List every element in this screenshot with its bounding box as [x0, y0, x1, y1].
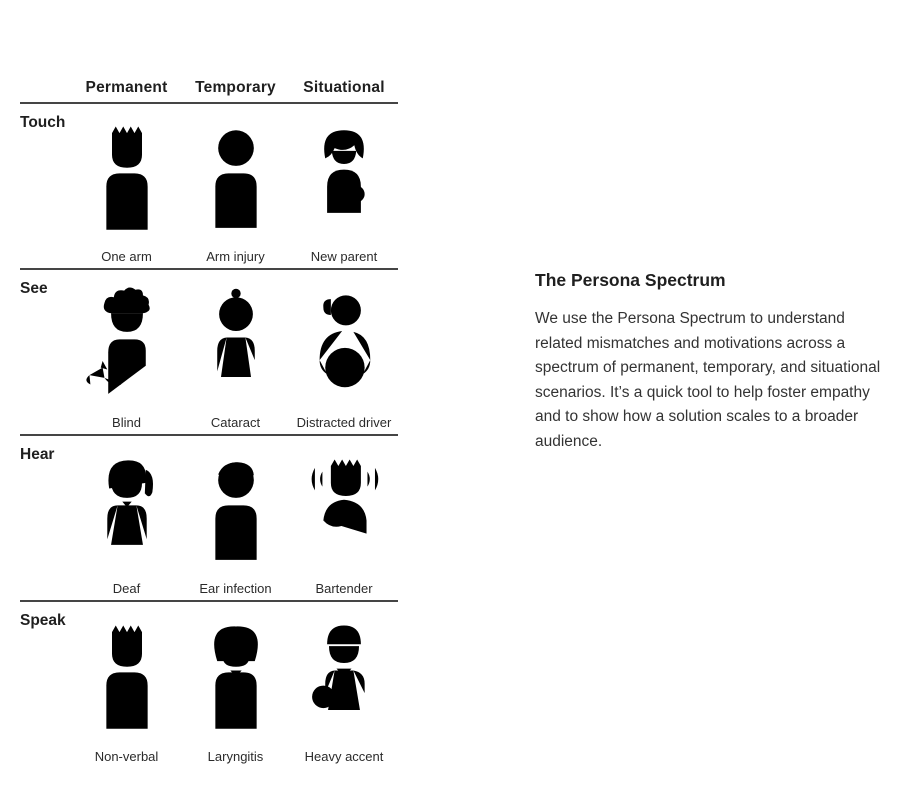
blind-icon [80, 270, 174, 416]
cell-see-situational [290, 270, 398, 436]
cell-caption: Non-verbal [94, 749, 159, 764]
cell-hear-temporary [181, 436, 290, 602]
row-label-touch: Touch [20, 104, 72, 270]
cell-caption: Bartender [315, 581, 373, 596]
cell-touch-permanent [72, 104, 181, 270]
cell-caption: Cataract [210, 415, 261, 430]
cell-hear-permanent [72, 436, 181, 602]
non-verbal-icon [80, 602, 174, 750]
heavy-accent-icon [297, 602, 391, 750]
cell-touch-situational [290, 104, 398, 270]
column-header-situational: Situational [290, 64, 398, 104]
aside-body: We use the Persona Spectrum to understand related mismatches and motivations across a spectrum of permanent, temporary, and situational scenarios. It’s a quick tool to help foster empathy and to show how a solution scales to a broader audience. [535, 310, 881, 450]
row-label-speak: Speak [20, 612, 66, 629]
deaf-icon [80, 436, 174, 582]
cell-caption: Ear infection [199, 581, 272, 596]
cell-caption: New parent [310, 249, 378, 264]
cell-caption: Heavy accent [304, 749, 384, 764]
cell-speak-temporary [181, 602, 290, 768]
row-label-hear: Hear [20, 436, 72, 602]
cell-caption: Distracted driver [296, 415, 392, 430]
cell-hear-situational [290, 436, 398, 602]
cell-see-permanent [72, 270, 181, 436]
cataract-icon [189, 270, 283, 416]
ear-infection-icon [189, 436, 283, 582]
cell-caption: Arm injury [206, 249, 265, 264]
header-spacer [20, 64, 72, 104]
cell-touch-temporary [181, 104, 290, 270]
row-label-see: See [20, 270, 72, 436]
cell-caption: Deaf [112, 581, 141, 596]
cell-caption: One arm [101, 249, 152, 264]
persona-grid [20, 64, 398, 768]
aside-title: The Persona Spectrum [535, 270, 726, 290]
cell-speak-situational [290, 602, 398, 768]
arm-injury-icon [189, 104, 283, 250]
column-header-permanent: Permanent [72, 64, 181, 104]
distracted-driver-icon [297, 270, 391, 416]
cell-see-temporary [181, 270, 290, 436]
cell-caption: Laryngitis [207, 749, 264, 764]
new-parent-icon [297, 104, 391, 250]
bartender-icon [297, 436, 391, 582]
one-arm-icon [80, 104, 174, 250]
laryngitis-icon [189, 602, 283, 750]
persona-spectrum-description [535, 270, 887, 455]
cell-speak-permanent [72, 602, 181, 768]
column-header-temporary: Temporary [181, 64, 290, 104]
cell-caption: Blind [112, 415, 141, 430]
